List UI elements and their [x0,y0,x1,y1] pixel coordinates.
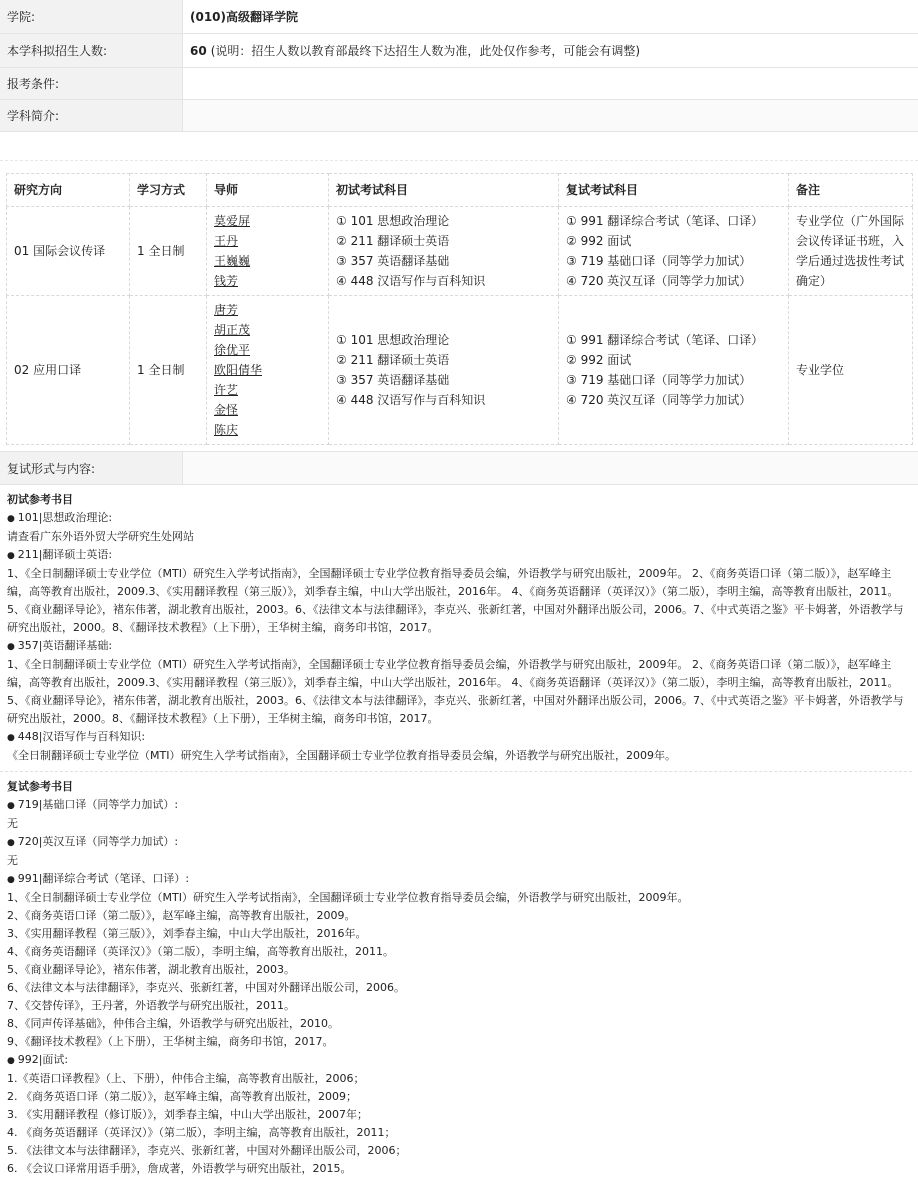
college-row [0,0,918,34]
prelim-subject: ② 211 翻译硕士英语 [336,234,450,248]
intro-row [0,100,918,132]
direction-cell: 01 国际会议传译 [7,207,130,296]
header-prelim: 初试考试科目 [329,174,559,207]
tutor-link[interactable]: 徐优平 [214,343,251,357]
tutor-link[interactable]: 王巍巍 [214,254,251,268]
ref-text: 7、《交替传译》，王丹著，外语教学与研究出版社，2011。 [7,999,295,1012]
spacer [0,132,918,161]
prelim-cell [329,207,559,296]
prelim-subject: ④ 448 汉语写作与百科知识 [336,274,486,288]
ref-text: 2、《商务英语口译（第二版）》，赵军峰主编，高等教育出版社，2009。 [7,909,356,922]
retest-cell [559,207,789,296]
table-row [7,296,913,445]
ref-text: 8、《同声传译基础》，仲伟合主编，外语教学与研究出版社，2010。 [7,1017,339,1030]
tutor-link[interactable]: 欧阳倩华 [214,363,263,377]
college-value: (010)高级翻译学院 [190,10,299,24]
references-section [0,485,918,1178]
ref-text: 4. 《商务英语翻译（英译汉）》（第二版），李明主编，高等教育出版社，2011； [7,1126,396,1139]
tutor-link[interactable]: 莫爱屏 [214,214,251,228]
header-note: 备注 [789,174,913,207]
ref-text: 1、《全日制翻译硕士专业学位（MTI）研究生入学考试指南》，全国翻译硕士专业学位教育指导委员会编，外语教学与研究出版社，2009年。 [7,891,689,904]
direction-table-wrap [0,161,918,452]
prelim-subject: ① 101 思想政治理论 [336,333,450,347]
retest-subject: ① 991 翻译综合考试（笔译、口译） [566,333,764,347]
ref-text: 5. 《法律文本与法律翻译》，李克兴、张新红著，中国对外翻译出版公司，2006； [7,1144,407,1157]
requirements-row [0,68,918,100]
ref-text: 1.《英语口译教程》（上、下册），仲伟合主编，高等教育出版社，2006； [7,1072,365,1085]
prelim-subject: ① 101 思想政治理论 [336,214,450,228]
ref-subject-head: ● 719|基础口译（同等学力加试）: [7,796,912,815]
ref-text: 4、《商务英语翻译（英译汉）》（第二版），李明主编，高等教育出版社，2011。 [7,945,394,958]
retest-subject: ② 992 面试 [566,353,632,367]
prelim-refs-title: 初试参考书目 [7,493,73,506]
prelim-subject: ④ 448 汉语写作与百科知识 [336,393,486,407]
prelim-subject: ③ 357 英语翻译基础 [336,373,450,387]
retest-subject: ③ 719 基础口译（同等学力加试） [566,373,752,387]
tutor-link[interactable]: 陈庆 [214,423,239,437]
quota-value: 60 [190,43,207,58]
ref-text: 6. 《会议口译常用语手册》，詹成著，外语教学与研究出版社，2015。 [7,1162,352,1175]
ref-text: 5、《商业翻译导论》，褚东伟著，湖北教育出版社，2003。 [7,963,295,976]
header-direction: 研究方向 [7,174,130,207]
tutor-cell [207,207,329,296]
ref-subject-head: ● 211|翻译硕士英语: [7,546,912,565]
note-cell: 专业学位 [789,296,913,445]
ref-text: 无 [7,854,18,867]
tutor-link[interactable]: 金怪 [214,403,239,417]
retest-subject: ④ 720 英汉互译（同等学力加试） [566,393,752,407]
header-mode: 学习方式 [130,174,207,207]
ref-text: 2. 《商务英语口译（第二版）》，赵军峰主编，高等教育出版社，2009； [7,1090,357,1103]
header-tutor: 导师 [207,174,329,207]
requirements-label: 报考条件: [0,68,183,99]
retest-subject: ② 992 面试 [566,234,632,248]
ref-text: 无 [7,817,18,830]
prelim-cell [329,296,559,445]
quota-note: (说明：招生人数以教育部最终下达招生人数为准，此处仅作参考，可能会有调整) [210,44,641,58]
retest-subject: ③ 719 基础口译（同等学力加试） [566,254,752,268]
intro-label: 学科简介: [0,100,183,131]
table-header-row [7,174,913,207]
note-cell: 专业学位（广外国际会议传译证书班，入学后通过选拔性考试确定） [789,207,913,296]
retest-format-label: 复试形式与内容: [0,452,183,484]
mode-cell: 1 全日制 [130,207,207,296]
table-row [7,207,913,296]
ref-subject-head: ● 448|汉语写作与百科知识: [7,728,912,747]
prelim-subject: ③ 357 英语翻译基础 [336,254,450,268]
quota-label: 本学科拟招生人数: [0,34,183,67]
ref-text: 6、《法律文本与法律翻译》，李克兴、张新红著，中国对外翻译出版公司，2006。 [7,981,405,994]
tutor-link[interactable]: 唐芳 [214,303,239,317]
ref-text: 1、《全日制翻译硕士专业学位（MTI）研究生入学考试指南》，全国翻译硕士专业学位教育指导委员会编，外语教学与研究出版社，2009年。 2、《商务英语口译（第二版）》，赵军峰主编，高等教育出版社，2009.3、《实用翻译教程（第三版）》，刘季春主编，中山大学出版社，2016年。 4、《商务英语翻译（英译汉）》（第二版），李明主编，高等教育出版社，2011。5、《商业翻译导论》，褚东伟著，湖北教育出版社，2003。6、《法律文本与法律翻译》，李克兴、张新红著，中国对外翻译出版公司，2006。7、《中式英语之鉴》平卡姆著，外语教学与研究出版社，2000。8、《翻译技术教程》（上下册），王华树主编，商务印书馆，2017。 [7,658,904,725]
intro-value [183,100,918,131]
retest-refs-title: 复试参考书目 [7,780,73,793]
retest-cell [559,296,789,445]
prelim-subject: ② 211 翻译硕士英语 [336,353,450,367]
direction-table [6,173,913,445]
college-label: 学院: [0,0,183,33]
tutor-link[interactable]: 胡正茂 [214,323,251,337]
retest-subject: ① 991 翻译综合考试（笔译、口译） [566,214,764,228]
ref-text: 3. 《实用翻译教程（修订版）》，刘季春主编，中山大学出版社，2007年； [7,1108,368,1121]
ref-text: 9、《翻译技术教程》（上下册），王华树主编，商务印书馆，2017。 [7,1035,334,1048]
retest-format-value [183,452,918,484]
mode-cell: 1 全日制 [130,296,207,445]
ref-text: 1、《全日制翻译硕士专业学位（MTI）研究生入学考试指南》，全国翻译硕士专业学位教育指导委员会编，外语教学与研究出版社，2009年。 2、《商务英语口译（第二版）》，赵军峰主编，高等教育出版社，2009.3、《实用翻译教程（第三版）》，刘季春主编，中山大学出版社，2016年。 4、《商务英语翻译（英译汉）》（第二版），李明主编，高等教育出版社，2011。5、《商业翻译导论》，褚东伟著，湖北教育出版社，2003。6、《法律文本与法律翻译》，李克兴、张新红著，中国对外翻译出版公司，2006。7、《中式英语之鉴》平卡姆著，外语教学与研究出版社，2000。8、《翻译技术教程》（上下册），王华树主编，商务印书馆，2017。 [7,567,904,634]
direction-cell: 02 应用口译 [7,296,130,445]
ref-subject-head: ● 357|英语翻译基础: [7,637,912,656]
ref-text: 请查看广东外语外贸大学研究生处网站 [7,530,194,543]
ref-subject-head: ● 991|翻译综合考试（笔译、口译）: [7,870,912,889]
ref-text: 《全日制翻译硕士专业学位（MTI）研究生入学考试指南》，全国翻译硕士专业学位教育指导委员会编，外语教学与研究出版社，2009年。 [7,749,676,762]
ref-subject-head: ● 101|思想政治理论: [7,509,912,528]
tutor-link[interactable]: 王丹 [214,234,239,248]
retest-format-row [0,452,918,485]
header-retest: 复试考试科目 [559,174,789,207]
divider [0,771,912,772]
tutor-cell [207,296,329,445]
quota-row [0,34,918,68]
requirements-value [183,68,918,99]
ref-subject-head: ● 720|英汉互译（同等学力加试）: [7,833,912,852]
retest-subject: ④ 720 英汉互译（同等学力加试） [566,274,752,288]
tutor-link[interactable]: 许艺 [214,383,239,397]
ref-text: 3、《实用翻译教程（第三版）》，刘季春主编，中山大学出版社，2016年。 [7,927,367,940]
ref-subject-head: ● 992|面试: [7,1051,912,1070]
tutor-link[interactable]: 钱芳 [214,274,239,288]
info-section [0,0,918,161]
